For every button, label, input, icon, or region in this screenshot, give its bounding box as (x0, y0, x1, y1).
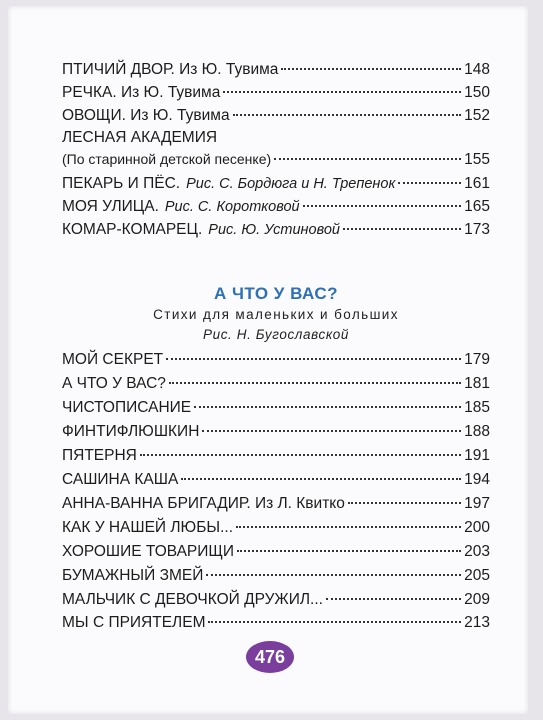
leader-dots (236, 526, 461, 528)
toc-entry[interactable] (62, 494, 490, 514)
entry-credit: Рис. С. Коротковой (164, 199, 300, 215)
toc-entry[interactable] (62, 542, 490, 562)
entry-title: МОЙ СЕКРЕТ (62, 351, 164, 368)
entry-page: 155 (464, 151, 490, 168)
toc-entry[interactable] (62, 60, 490, 80)
entry-title: ПЕКАРЬ И ПЁС. (62, 175, 181, 192)
entry-page: 203 (464, 543, 490, 560)
entry-page: 188 (464, 423, 490, 440)
leader-dots (274, 158, 461, 160)
leader-dots (140, 454, 461, 456)
entry-title: ХОРОШИЕ ТОВАРИЩИ (62, 543, 235, 560)
leader-dots (194, 406, 461, 408)
toc-entry[interactable] (62, 83, 490, 103)
toc-entry[interactable] (62, 446, 490, 466)
entry-page: 165 (464, 198, 490, 215)
toc-entry[interactable] (62, 220, 490, 240)
entry-title: КОМАР-КОМАРЕЦ. (62, 221, 203, 238)
leader-dots (166, 358, 461, 360)
page-number-badge: 476 (246, 641, 294, 673)
leader-dots (208, 621, 461, 623)
leader-dots (281, 68, 461, 70)
toc-entry[interactable] (62, 613, 490, 633)
toc-entry[interactable] (62, 590, 490, 610)
leader-dots (326, 598, 461, 600)
entry-title: КАК У НАШЕЙ ЛЮБЫ... (62, 519, 234, 536)
entry-page: 179 (464, 351, 490, 368)
toc-entry[interactable] (62, 566, 490, 586)
entry-page: 213 (464, 614, 490, 631)
section-illustrator: Рис. Н. Бугославской (202, 327, 350, 342)
entry-page: 209 (464, 591, 490, 608)
entry-page: 197 (464, 495, 490, 512)
toc-entry[interactable] (62, 374, 490, 394)
toc-entry-continuation[interactable] (62, 149, 490, 170)
entry-title: ПЯТЕРНЯ (62, 447, 137, 464)
entry-page: 191 (464, 447, 490, 464)
entry-page: 200 (464, 519, 490, 536)
entry-title: МЫ С ПРИЯТЕЛЕМ (62, 614, 206, 631)
toc-entry[interactable] (62, 197, 490, 217)
leader-dots (202, 430, 461, 432)
entry-page: 152 (464, 107, 490, 124)
entry-page: 194 (464, 471, 490, 488)
entry-title: МАЛЬЧИК С ДЕВОЧКОЙ ДРУЖИЛ... (62, 591, 323, 608)
toc-entry[interactable] (62, 398, 490, 418)
toc-entry[interactable] (62, 350, 490, 370)
leader-dots (169, 382, 461, 384)
leader-dots (343, 228, 461, 230)
entry-title: САШИНА КАША (62, 471, 179, 488)
leader-dots (398, 182, 461, 184)
section-title: А ЧТО У ВАС? (213, 284, 339, 303)
entry-title: ЛЕСНАЯ АКАДЕМИЯ (62, 129, 218, 146)
entry-title: ОВОЩИ. Из Ю. Тувима (62, 107, 230, 124)
leader-dots (303, 205, 462, 207)
leader-dots (223, 91, 461, 93)
entry-page: 150 (464, 84, 490, 101)
section-subtitle: Стихи для маленьких и больших (153, 307, 399, 322)
toc-entry[interactable] (62, 106, 490, 126)
entry-page: 161 (464, 175, 490, 192)
entry-title: А ЧТО У ВАС? (62, 375, 166, 392)
leader-dots (237, 550, 461, 552)
leader-dots (206, 574, 461, 576)
leader-dots (181, 478, 461, 480)
toc-entry[interactable] (62, 470, 490, 490)
entry-title: ЧИСТОПИСАНИЕ (62, 399, 192, 416)
entry-credit: Рис. Ю. Устиновой (208, 222, 340, 238)
entry-credit: Рис. С. Бордюга и Н. Трепенок (186, 176, 396, 192)
entry-page: 185 (464, 399, 490, 416)
entry-title: МОЯ УЛИЦА. (62, 198, 159, 215)
toc-entry[interactable] (62, 422, 490, 442)
entry-page: 205 (464, 567, 490, 584)
entry-title: БУМАЖНЫЙ ЗМЕЙ (62, 567, 204, 584)
entry-title: ФИНТИФЛЮШКИН (62, 423, 200, 440)
entry-title: АННА-ВАННА БРИГАДИР. Из Л. Квитко (62, 495, 345, 512)
toc-entry[interactable] (62, 174, 490, 194)
entry-title: ПТИЧИЙ ДВОР. Из Ю. Тувима (62, 61, 279, 78)
entry-subtitle: (По старинной детской песенке) (62, 151, 272, 167)
entry-page: 173 (464, 221, 490, 238)
entry-page: 148 (464, 61, 490, 78)
entry-page: 181 (464, 375, 490, 392)
leader-dots (348, 502, 461, 504)
entry-title: РЕЧКА. Из Ю. Тувима (62, 84, 221, 101)
leader-dots (233, 114, 462, 116)
toc-entry[interactable] (62, 518, 490, 538)
toc-entry[interactable] (62, 128, 490, 148)
